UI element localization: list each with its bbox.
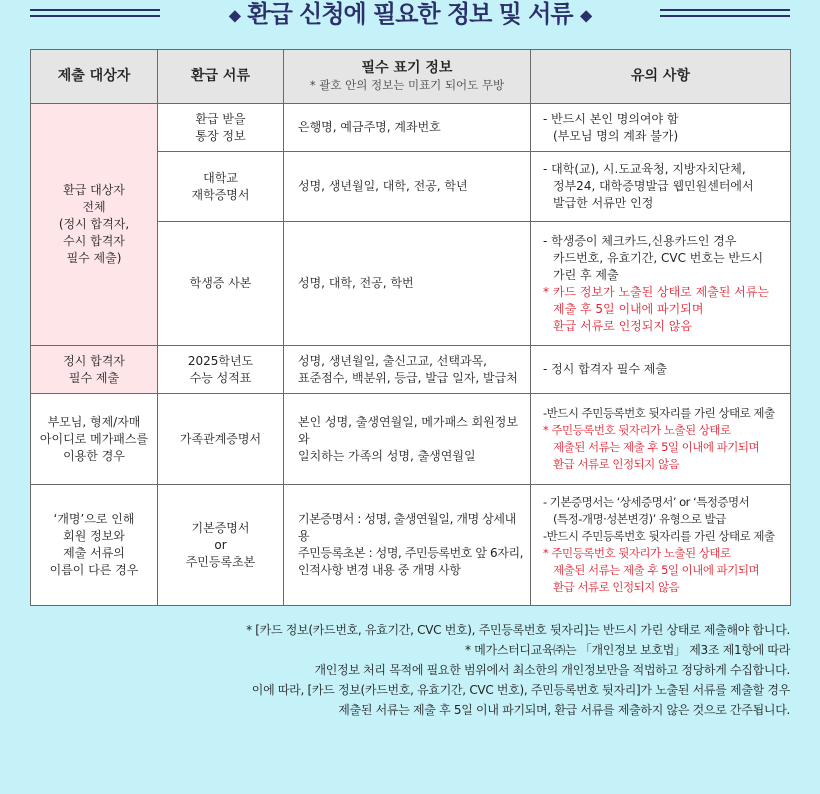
warning-text: * 카드 정보가 노출된 상태로 제출된 서류는 <box>543 284 769 299</box>
diamond-icon: ◆ <box>228 5 241 25</box>
warning-text: * 주민등록번호 뒷자리가 노출된 상태로 <box>543 546 731 560</box>
info-name-change: 기본증명서 : 성명, 출생연월일, 개명 상세내용 주민등록초본 : 성명, 주민등록번호 앞 6자리, 인적사항 변경 내용 중 개명 사항 <box>284 485 531 606</box>
info-bank: 은행명, 예금주명, 계좌번호 <box>284 104 531 152</box>
refund-documents-table <box>30 49 791 606</box>
target-all: 환급 대상자 전체 (정시 합격자, 수시 합격자 필수 제출) <box>31 104 158 346</box>
header-info-title: 필수 표기 정보 <box>361 59 453 76</box>
document-bank: 환급 받을 통장 정보 <box>158 104 284 152</box>
document-family: 가족관계증명서 <box>158 394 284 485</box>
target-regular: 정시 합격자 필수 제출 <box>31 346 158 394</box>
table-row-regular <box>31 346 791 394</box>
info-regular: 성명, 생년월일, 출신고교, 선택과목, 표준점수, 백분위, 등급, 발급 일자, 발급처 <box>284 346 531 394</box>
footer-line: 개인정보 처리 목적에 필요한 범위에서 최소한의 개인정보만을 적법하고 정당하게 수집합니다. <box>314 663 790 677</box>
document-name-change: 기본증명서 or 주민등록초본 <box>158 485 284 606</box>
notes-bank: - 반드시 본인 명의여야 함 (부모님 명의 계좌 불가) <box>531 104 791 152</box>
header-info <box>284 50 531 104</box>
document-student-id: 학생증 사본 <box>158 222 284 346</box>
warning-text: * 주민등록번호 뒷자리가 노출된 상태로 <box>543 423 731 437</box>
header-info-subtitle: * 괄호 안의 정보는 미표기 되어도 무방 <box>309 77 505 92</box>
diamond-icon: ◆ <box>579 5 592 25</box>
table-row-name-change <box>31 485 791 606</box>
target-name-change: ‘개명’으로 인해 회원 정보와 제출 서류의 이름이 다른 경우 <box>31 485 158 606</box>
document-enroll: 대학교 재학증명서 <box>158 152 284 222</box>
footer-line: 제출된 서류는 제출 후 5일 이내 파기되며, 환급 서류를 제출하지 않은 것으로 간주됩니다. <box>338 703 790 717</box>
footer-line: 이에 따라, [카드 정보(카드번호, 유효기간, CVC 번호), 주민등록번호 뒷자리]가 노출된 서류를 제출할 경우 <box>251 683 790 697</box>
header-target: 제출 대상자 <box>31 50 158 104</box>
footer-line: * [카드 정보(카드번호, 유효기간, CVC 번호), 주민등록번호 뒷자리]는 반드시 가린 상태로 제출해야 합니다. <box>246 623 790 637</box>
table-row-family <box>31 394 791 485</box>
heading-title-text: 환급 신청에 필요한 정보 및 서류 <box>247 0 573 28</box>
footer-notice <box>30 620 790 720</box>
table-row-bank <box>31 104 791 152</box>
notes-regular: - 정시 합격자 필수 제출 <box>531 346 791 394</box>
heading-title <box>160 0 660 29</box>
document-regular: 2025학년도 수능 성적표 <box>158 346 284 394</box>
header-document: 환급 서류 <box>158 50 284 104</box>
table-header-row <box>31 50 791 104</box>
target-family: 부모님, 형제/자매 아이디로 메가패스를 이용한 경우 <box>31 394 158 485</box>
footer-line: * 메가스터디교육㈜는 「개인정보 보호법」 제3조 제1항에 따라 <box>465 643 790 657</box>
info-student-id: 성명, 대학, 전공, 학번 <box>284 222 531 346</box>
info-enroll: 성명, 생년월일, 대학, 전공, 학년 <box>284 152 531 222</box>
notes-family: -반드시 주민등록번호 뒷자리를 가린 상태로 제출 * 주민등록번호 뒷자리가 노출된 상태로 제출된 서류는 제출 후 5일 이내에 파기되며 환급 서류로 인정되지 않음 <box>531 394 791 485</box>
header-notes: 유의 사항 <box>531 50 791 104</box>
heading-double-line-left <box>30 9 160 17</box>
info-family: 본인 성명, 출생연월일, 메가패스 회원정보와 일치하는 가족의 성명, 출생연월일 <box>284 394 531 485</box>
notes-name-change: - 기본증명서는 ‘상세증명서’ or ‘특정증명서 (특정-개명·성본변경)’ 유형으로 발급 -반드시 주민등록번호 뒷자리를 가린 상태로 제출 * 주민등록번호 뒷자리가 노출된 상태로 제출된 서류는 제출 후 5일 이내에 파기되며 환급 서류로 인정되지 않음 <box>531 485 791 606</box>
section-heading <box>0 0 820 30</box>
notes-student-id: - 학생증이 체크카드,신용카드인 경우 카드번호, 유효기간, CVC 번호는 반드시 가린 후 제출 * 카드 정보가 노출된 상태로 제출된 서류는 제출 후 5일 이내에 파기되며 환급 서류로 인정되지 않음 <box>531 222 791 346</box>
heading-double-line-right <box>660 9 790 17</box>
notes-enroll: - 대학(교), 시.도교육청, 지방자치단체, 정부24, 대학증명발급 웹민원센터에서 발급한 서류만 인정 <box>531 152 791 222</box>
